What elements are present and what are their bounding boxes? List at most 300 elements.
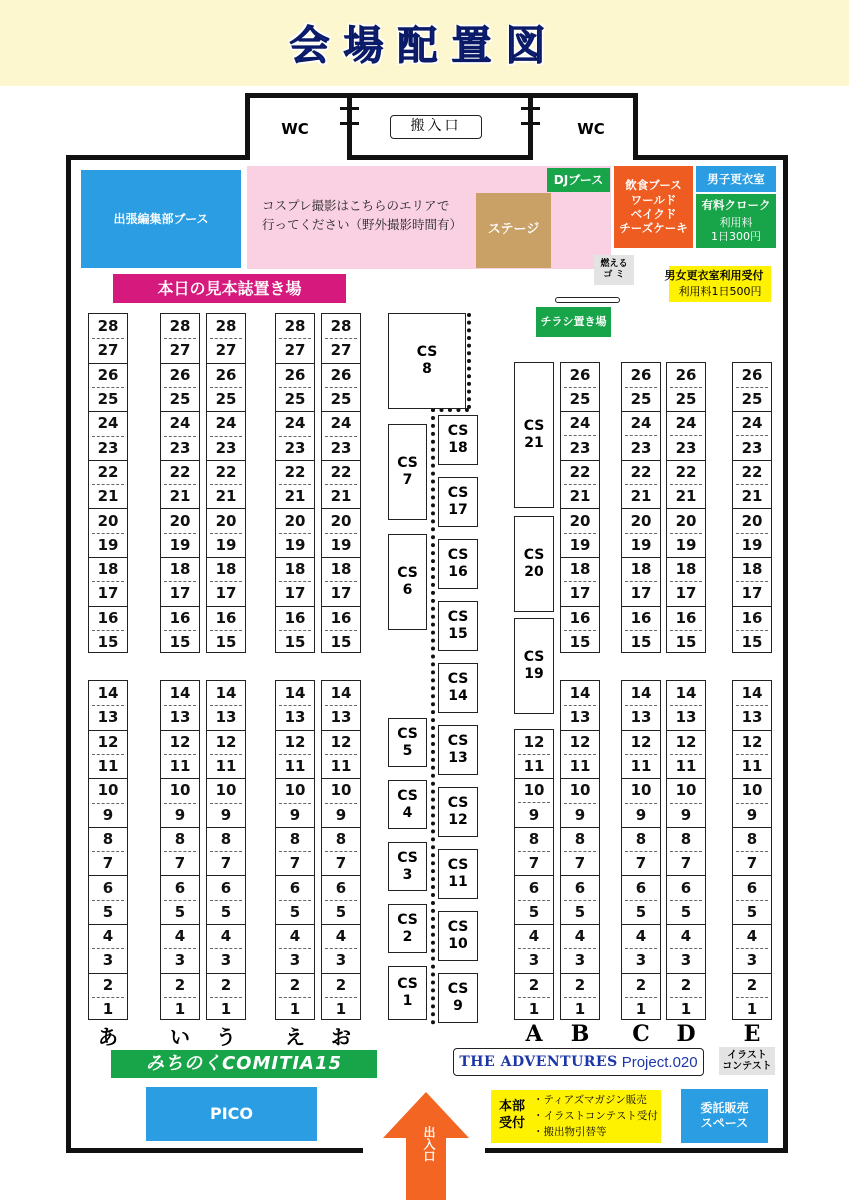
booth-space[interactable]: 5 xyxy=(102,902,114,921)
booth-space[interactable]: 13 xyxy=(215,708,237,727)
booth-space[interactable]: 26 xyxy=(569,365,591,384)
booth-space[interactable]: 14 xyxy=(675,684,697,703)
booth-space[interactable]: 17 xyxy=(741,584,763,603)
booth-space[interactable]: 16 xyxy=(97,608,119,627)
booth-space[interactable]: 19 xyxy=(215,535,237,554)
booth-space[interactable]: 15 xyxy=(675,633,697,652)
booth-space[interactable]: 19 xyxy=(569,535,591,554)
booth-space[interactable]: 16 xyxy=(284,608,306,627)
booth-space[interactable]: 13 xyxy=(284,708,306,727)
booth-divider xyxy=(670,754,702,755)
booth-space[interactable]: 9 xyxy=(102,805,114,824)
booth-space[interactable]: 9 xyxy=(746,805,758,824)
booth-space[interactable]: 13 xyxy=(675,708,697,727)
cs-booth-7[interactable]: CS 7 xyxy=(388,424,427,520)
booth-space[interactable]: 10 xyxy=(630,781,652,800)
booth-space[interactable]: 3 xyxy=(746,951,758,970)
booth-space[interactable]: 24 xyxy=(284,414,306,433)
booth-space[interactable]: 15 xyxy=(284,633,306,652)
cs-booth-21[interactable]: CS 21 xyxy=(514,362,554,508)
cs-booth-15[interactable]: CS 15 xyxy=(438,601,478,651)
booth-space[interactable]: 8 xyxy=(680,829,692,848)
booth-space[interactable]: 11 xyxy=(569,757,591,776)
booth-space[interactable]: 18 xyxy=(741,560,763,579)
cs-booth-5[interactable]: CS 5 xyxy=(388,718,427,767)
booth-divider xyxy=(161,606,199,607)
booth-space[interactable]: 3 xyxy=(289,951,301,970)
cs-booth-2[interactable]: CS 2 xyxy=(388,904,427,953)
booth-space[interactable]: 16 xyxy=(215,608,237,627)
booth-space[interactable]: 16 xyxy=(330,608,352,627)
booth-space[interactable]: 25 xyxy=(97,390,119,409)
booth-space[interactable]: 6 xyxy=(680,878,692,897)
cs-booth-17[interactable]: CS 17 xyxy=(438,477,478,527)
booth-divider xyxy=(279,900,311,901)
booth-space[interactable]: 7 xyxy=(680,854,692,873)
booth-space[interactable]: 12 xyxy=(741,732,763,751)
booth-divider xyxy=(322,411,360,412)
booth-space[interactable]: 28 xyxy=(169,317,191,336)
booth-space[interactable]: 22 xyxy=(97,462,119,481)
booth-space[interactable]: 25 xyxy=(284,390,306,409)
booth-space[interactable]: 22 xyxy=(630,462,652,481)
booth-space[interactable]: 3 xyxy=(220,951,232,970)
booth-space[interactable]: 8 xyxy=(335,829,347,848)
booth-space[interactable]: 26 xyxy=(169,365,191,384)
booth-space[interactable]: 5 xyxy=(746,902,758,921)
booth-space[interactable]: 26 xyxy=(741,365,763,384)
booth-space[interactable]: 5 xyxy=(528,902,540,921)
booth-space[interactable]: 20 xyxy=(169,511,191,530)
booth-space[interactable]: 21 xyxy=(97,487,119,506)
booth-space[interactable]: 25 xyxy=(169,390,191,409)
booth-space[interactable]: 5 xyxy=(680,902,692,921)
booth-space[interactable]: 22 xyxy=(169,462,191,481)
booth-space[interactable]: 12 xyxy=(569,732,591,751)
booth-space[interactable]: 5 xyxy=(220,902,232,921)
booth-space[interactable]: 26 xyxy=(97,365,119,384)
booth-space[interactable]: 17 xyxy=(215,584,237,603)
booth-space[interactable]: 24 xyxy=(741,414,763,433)
booth-space[interactable]: 12 xyxy=(630,732,652,751)
booth-space[interactable]: 3 xyxy=(335,951,347,970)
booth-space[interactable]: 20 xyxy=(569,511,591,530)
booth-space[interactable]: 27 xyxy=(284,341,306,360)
booth-space[interactable]: 18 xyxy=(97,560,119,579)
booth-space[interactable]: 19 xyxy=(169,535,191,554)
cs-booth-4[interactable]: CS 4 xyxy=(388,780,427,829)
booth-space[interactable]: 23 xyxy=(630,438,652,457)
booth-space[interactable]: 3 xyxy=(174,951,186,970)
booth-space[interactable]: 11 xyxy=(215,757,237,776)
booth-divider xyxy=(279,338,311,339)
booth-divider xyxy=(515,973,553,974)
cs-booth-20[interactable]: CS 20 xyxy=(514,516,554,612)
booth-space[interactable]: 21 xyxy=(630,487,652,506)
cs-booth-18[interactable]: CS 18 xyxy=(438,415,478,465)
booth-space[interactable]: 15 xyxy=(630,633,652,652)
booth-space[interactable]: 9 xyxy=(174,805,186,824)
stage: ステージ xyxy=(476,193,551,268)
booth-space[interactable]: 26 xyxy=(675,365,697,384)
booth-space[interactable]: 17 xyxy=(569,584,591,603)
booth-space[interactable]: 10 xyxy=(569,781,591,800)
booth-space[interactable]: 12 xyxy=(675,732,697,751)
booth-space[interactable]: 1 xyxy=(335,1000,347,1019)
cs-booth-19[interactable]: CS 19 xyxy=(514,618,554,714)
booth-space[interactable]: 3 xyxy=(528,951,540,970)
booth-divider xyxy=(736,387,768,388)
booth-space[interactable]: 3 xyxy=(574,951,586,970)
booth-space[interactable]: 10 xyxy=(675,781,697,800)
booth-space[interactable]: 14 xyxy=(741,684,763,703)
booth-space[interactable]: 18 xyxy=(215,560,237,579)
booth-divider xyxy=(92,484,124,485)
booth-space[interactable]: 6 xyxy=(635,878,647,897)
booth-space[interactable]: 23 xyxy=(569,438,591,457)
booth-space[interactable]: 4 xyxy=(680,927,692,946)
booth-space[interactable]: 26 xyxy=(284,365,306,384)
column-letter-o: お xyxy=(331,1025,351,1049)
booth-space[interactable]: 16 xyxy=(675,608,697,627)
booth-space[interactable]: 7 xyxy=(174,854,186,873)
annex-door-mark-left xyxy=(340,107,359,110)
booth-space[interactable]: 15 xyxy=(215,633,237,652)
booth-space[interactable]: 28 xyxy=(284,317,306,336)
booth-space[interactable]: 17 xyxy=(284,584,306,603)
booth-space[interactable]: 4 xyxy=(635,927,647,946)
booth-space[interactable]: 14 xyxy=(630,684,652,703)
booth-space[interactable]: 15 xyxy=(741,633,763,652)
booth-space[interactable]: 11 xyxy=(741,757,763,776)
booth-space[interactable]: 13 xyxy=(169,708,191,727)
cs-booth-1[interactable]: CS 1 xyxy=(388,966,427,1020)
booth-space[interactable]: 5 xyxy=(289,902,301,921)
booth-space[interactable]: 21 xyxy=(569,487,591,506)
booth-space[interactable]: 19 xyxy=(284,535,306,554)
booth-space[interactable]: 16 xyxy=(569,608,591,627)
booth-space[interactable]: 19 xyxy=(630,535,652,554)
booth-space[interactable]: 16 xyxy=(630,608,652,627)
booth-space[interactable]: 18 xyxy=(630,560,652,579)
booth-space[interactable]: 3 xyxy=(102,951,114,970)
booth-divider xyxy=(164,997,196,998)
booth-space[interactable]: 2 xyxy=(680,975,692,994)
booth-space[interactable]: 19 xyxy=(330,535,352,554)
cs-booth-13[interactable]: CS 13 xyxy=(438,725,478,775)
booth-space[interactable]: 26 xyxy=(630,365,652,384)
booth-space[interactable]: 22 xyxy=(284,462,306,481)
booth-space[interactable]: 4 xyxy=(289,927,301,946)
booth-space[interactable]: 25 xyxy=(569,390,591,409)
booth-space[interactable]: 22 xyxy=(741,462,763,481)
booth-space[interactable]: 3 xyxy=(635,951,647,970)
booth-space[interactable]: 19 xyxy=(97,535,119,554)
booth-space[interactable]: 20 xyxy=(630,511,652,530)
booth-space[interactable]: 22 xyxy=(330,462,352,481)
booth-space[interactable]: 9 xyxy=(528,805,540,824)
booth-space[interactable]: 6 xyxy=(574,878,586,897)
booth-space[interactable]: 8 xyxy=(528,829,540,848)
booth-space[interactable]: 20 xyxy=(741,511,763,530)
booth-space[interactable]: 12 xyxy=(523,732,545,751)
booth-space[interactable]: 2 xyxy=(528,975,540,994)
booth-space[interactable]: 5 xyxy=(574,902,586,921)
booth-space[interactable]: 8 xyxy=(635,829,647,848)
booth-space[interactable]: 10 xyxy=(741,781,763,800)
booth-divider xyxy=(89,606,127,607)
cs-booth-11[interactable]: CS 11 xyxy=(438,849,478,899)
booth-space[interactable]: 24 xyxy=(97,414,119,433)
booth-space[interactable]: 23 xyxy=(284,438,306,457)
booth-space[interactable]: 1 xyxy=(289,1000,301,1019)
booth-space[interactable]: 20 xyxy=(284,511,306,530)
booth-space[interactable]: 13 xyxy=(741,708,763,727)
booth-space[interactable]: 5 xyxy=(335,902,347,921)
booth-space[interactable]: 26 xyxy=(330,365,352,384)
booth-space[interactable]: 1 xyxy=(220,1000,232,1019)
booth-space[interactable]: 5 xyxy=(174,902,186,921)
booth-space[interactable]: 17 xyxy=(630,584,652,603)
booth-space[interactable]: 17 xyxy=(330,584,352,603)
booth-space[interactable]: 25 xyxy=(630,390,652,409)
booth-space[interactable]: 11 xyxy=(675,757,697,776)
booth-space[interactable]: 23 xyxy=(330,438,352,457)
booth-space[interactable]: 1 xyxy=(635,1000,647,1019)
booth-space[interactable]: 7 xyxy=(102,854,114,873)
dressing-fee: 利用料1日500円 xyxy=(678,285,762,299)
booth-space[interactable]: 21 xyxy=(675,487,697,506)
booth-space[interactable]: 12 xyxy=(97,732,119,751)
booth-space[interactable]: 1 xyxy=(574,1000,586,1019)
booth-space[interactable]: 10 xyxy=(215,781,237,800)
booth-space[interactable]: 24 xyxy=(169,414,191,433)
booth-space[interactable]: 1 xyxy=(680,1000,692,1019)
pico-area: PICO xyxy=(146,1087,317,1141)
booth-space[interactable]: 28 xyxy=(97,317,119,336)
booth-space[interactable]: 22 xyxy=(215,462,237,481)
booth-space[interactable]: 12 xyxy=(330,732,352,751)
booth-space[interactable]: 15 xyxy=(569,633,591,652)
cs-booth-3[interactable]: CS 3 xyxy=(388,842,427,891)
booth-space[interactable]: 16 xyxy=(169,608,191,627)
booth-space[interactable]: 12 xyxy=(284,732,306,751)
cs-booth-10[interactable]: CS 10 xyxy=(438,911,478,961)
booth-space[interactable]: 24 xyxy=(215,414,237,433)
booth-space[interactable]: 28 xyxy=(215,317,237,336)
booth-space[interactable]: 8 xyxy=(102,829,114,848)
booth-space[interactable]: 4 xyxy=(746,927,758,946)
booth-space[interactable]: 16 xyxy=(741,608,763,627)
booth-space[interactable]: 11 xyxy=(169,757,191,776)
booth-space[interactable]: 4 xyxy=(574,927,586,946)
booth-space[interactable]: 2 xyxy=(335,975,347,994)
booth-space[interactable]: 4 xyxy=(102,927,114,946)
booth-space[interactable]: 28 xyxy=(330,317,352,336)
booth-space[interactable]: 13 xyxy=(630,708,652,727)
booth-space[interactable]: 8 xyxy=(289,829,301,848)
booth-space[interactable]: 2 xyxy=(635,975,647,994)
booth-space[interactable]: 3 xyxy=(680,951,692,970)
cs-booth-16[interactable]: CS 16 xyxy=(438,539,478,589)
booth-space[interactable]: 9 xyxy=(289,805,301,824)
booth-space[interactable]: 4 xyxy=(528,927,540,946)
booth-space[interactable]: 6 xyxy=(102,878,114,897)
booth-space[interactable]: 20 xyxy=(215,511,237,530)
booth-space[interactable]: 4 xyxy=(335,927,347,946)
booth-space[interactable]: 21 xyxy=(169,487,191,506)
annex-divider-right xyxy=(528,93,533,160)
booth-space[interactable]: 2 xyxy=(574,975,586,994)
booth-space[interactable]: 11 xyxy=(284,757,306,776)
booth-space[interactable]: 7 xyxy=(220,854,232,873)
aisle-line-lower xyxy=(431,408,435,1025)
booth-space[interactable]: 4 xyxy=(220,927,232,946)
booth-divider xyxy=(92,581,124,582)
booth-space[interactable]: 19 xyxy=(675,535,697,554)
booth-space[interactable]: 15 xyxy=(169,633,191,652)
booth-space[interactable]: 24 xyxy=(569,414,591,433)
booth-space[interactable]: 10 xyxy=(169,781,191,800)
booth-space[interactable]: 21 xyxy=(215,487,237,506)
booth-space[interactable]: 8 xyxy=(174,829,186,848)
booth-space[interactable]: 18 xyxy=(169,560,191,579)
booth-space[interactable]: 4 xyxy=(174,927,186,946)
booth-space[interactable]: 27 xyxy=(330,341,352,360)
booth-space[interactable]: 10 xyxy=(284,781,306,800)
booth-space[interactable]: 6 xyxy=(528,878,540,897)
booth-space[interactable]: 5 xyxy=(635,902,647,921)
booth-space[interactable]: 25 xyxy=(215,390,237,409)
cs-booth-14[interactable]: CS 14 xyxy=(438,663,478,713)
booth-space[interactable]: 26 xyxy=(215,365,237,384)
booth-space[interactable]: 9 xyxy=(574,805,586,824)
cs-booth-8[interactable]: CS 8 xyxy=(388,313,466,409)
booth-space[interactable]: 8 xyxy=(574,829,586,848)
booth-space[interactable]: 24 xyxy=(330,414,352,433)
booth-space[interactable]: 7 xyxy=(574,854,586,873)
booth-space[interactable]: 1 xyxy=(528,1000,540,1019)
booth-space[interactable]: 24 xyxy=(675,414,697,433)
booth-space[interactable]: 1 xyxy=(102,1000,114,1019)
booth-space[interactable]: 14 xyxy=(97,684,119,703)
booth-space[interactable]: 23 xyxy=(741,438,763,457)
booth-space[interactable]: 15 xyxy=(330,633,352,652)
booth-space[interactable]: 22 xyxy=(675,462,697,481)
booth-divider xyxy=(276,460,314,461)
booth-space[interactable]: 6 xyxy=(220,878,232,897)
booth-space[interactable]: 27 xyxy=(215,341,237,360)
booth-space[interactable]: 17 xyxy=(169,584,191,603)
booth-space[interactable]: 11 xyxy=(523,757,545,776)
booth-space[interactable]: 17 xyxy=(675,584,697,603)
booth-space[interactable]: 25 xyxy=(741,390,763,409)
booth-space[interactable]: 18 xyxy=(675,560,697,579)
booth-space[interactable]: 2 xyxy=(102,975,114,994)
booth-space[interactable]: 20 xyxy=(97,511,119,530)
booth-space[interactable]: 7 xyxy=(528,854,540,873)
booth-space[interactable]: 27 xyxy=(97,341,119,360)
booth-space[interactable]: 18 xyxy=(330,560,352,579)
booth-space[interactable]: 24 xyxy=(630,414,652,433)
booth-space[interactable]: 12 xyxy=(215,732,237,751)
booth-space[interactable]: 10 xyxy=(523,781,545,800)
booth-space[interactable]: 14 xyxy=(330,684,352,703)
booth-space[interactable]: 8 xyxy=(220,829,232,848)
booth-space[interactable]: 11 xyxy=(330,757,352,776)
booth-space[interactable]: 18 xyxy=(569,560,591,579)
booth-space[interactable]: 7 xyxy=(746,854,758,873)
booth-space[interactable]: 1 xyxy=(746,1000,758,1019)
booth-space[interactable]: 25 xyxy=(675,390,697,409)
booth-space[interactable]: 9 xyxy=(680,805,692,824)
booth-space[interactable]: 21 xyxy=(284,487,306,506)
booth-space[interactable]: 14 xyxy=(569,684,591,703)
booth-space[interactable]: 10 xyxy=(330,781,352,800)
booth-space[interactable]: 12 xyxy=(169,732,191,751)
booth-space[interactable]: 13 xyxy=(569,708,591,727)
booth-space[interactable]: 15 xyxy=(97,633,119,652)
booth-divider xyxy=(161,730,199,731)
cs-booth-6[interactable]: CS 6 xyxy=(388,534,427,630)
booth-space[interactable]: 11 xyxy=(630,757,652,776)
cs-booth-12[interactable]: CS 12 xyxy=(438,787,478,837)
booth-space[interactable]: 27 xyxy=(169,341,191,360)
booth-space[interactable]: 13 xyxy=(97,708,119,727)
booth-space[interactable]: 25 xyxy=(330,390,352,409)
booth-space[interactable]: 14 xyxy=(169,684,191,703)
booth-space[interactable]: 1 xyxy=(174,1000,186,1019)
booth-space[interactable]: 2 xyxy=(220,975,232,994)
booth-space[interactable]: 19 xyxy=(741,535,763,554)
booth-space[interactable]: 17 xyxy=(97,584,119,603)
booth-space[interactable]: 14 xyxy=(284,684,306,703)
booth-space[interactable]: 6 xyxy=(174,878,186,897)
booth-space[interactable]: 14 xyxy=(215,684,237,703)
cs-booth-9[interactable]: CS 9 xyxy=(438,973,478,1023)
booth-space[interactable]: 7 xyxy=(635,854,647,873)
booth-space[interactable]: 9 xyxy=(335,805,347,824)
booth-space[interactable]: 20 xyxy=(330,511,352,530)
booth-space[interactable]: 20 xyxy=(675,511,697,530)
booth-space[interactable]: 6 xyxy=(335,878,347,897)
booth-space[interactable]: 22 xyxy=(569,462,591,481)
booth-space[interactable]: 2 xyxy=(174,975,186,994)
booth-space[interactable]: 2 xyxy=(289,975,301,994)
booth-space[interactable]: 21 xyxy=(330,487,352,506)
booth-space[interactable]: 2 xyxy=(746,975,758,994)
booth-space[interactable]: 6 xyxy=(746,878,758,897)
booth-space[interactable]: 10 xyxy=(97,781,119,800)
booth-space[interactable]: 6 xyxy=(289,878,301,897)
booth-space[interactable]: 8 xyxy=(746,829,758,848)
booth-space[interactable]: 9 xyxy=(635,805,647,824)
booth-space[interactable]: 7 xyxy=(335,854,347,873)
booth-space[interactable]: 9 xyxy=(220,805,232,824)
booth-divider xyxy=(276,411,314,412)
booth-space[interactable]: 23 xyxy=(675,438,697,457)
booth-divider xyxy=(325,803,357,804)
booth-space[interactable]: 23 xyxy=(97,438,119,457)
booth-space[interactable]: 18 xyxy=(284,560,306,579)
booth-space[interactable]: 21 xyxy=(741,487,763,506)
booth-space[interactable]: 23 xyxy=(169,438,191,457)
booth-space[interactable]: 7 xyxy=(289,854,301,873)
booth-space[interactable]: 13 xyxy=(330,708,352,727)
cloak-room-fee: 利用料 1日300円 xyxy=(711,216,761,243)
booth-space[interactable]: 23 xyxy=(215,438,237,457)
booth-space[interactable]: 11 xyxy=(97,757,119,776)
